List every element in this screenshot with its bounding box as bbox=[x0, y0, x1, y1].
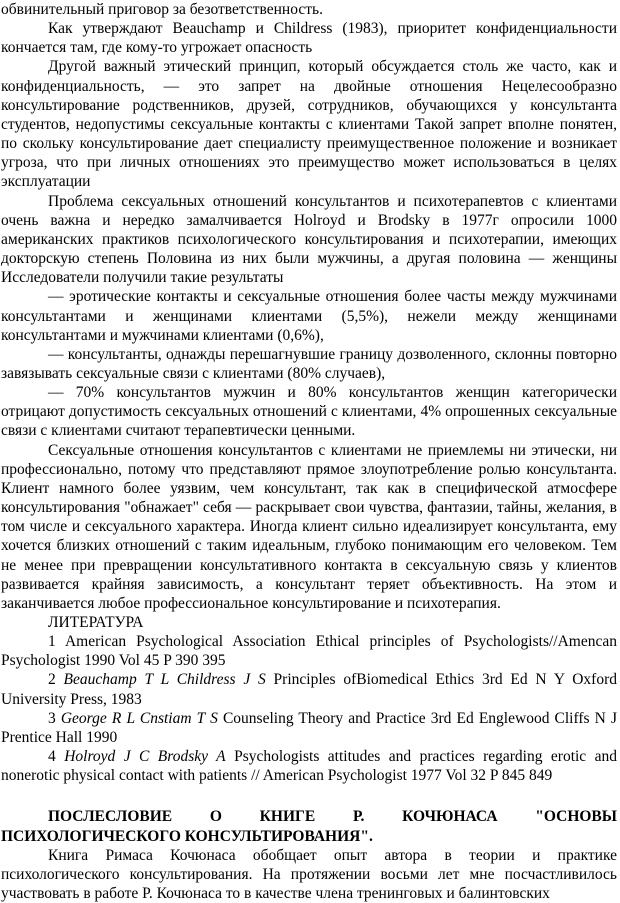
reference-authors: George R L Cnstiam T S bbox=[60, 709, 218, 727]
reference-item-4 bbox=[1, 747, 617, 785]
reference-item-2 bbox=[1, 670, 617, 708]
reference-number: 3 bbox=[48, 709, 56, 727]
paragraph-ethics: Сексуальные отношения консультантов с клиентами не приемлемы ни этически, ни профессионально, потому что представляют прямое злоупотребление ролью консультанта. Клиент намного более уязвим, чем консультант, так как в специфической атмосфере консультирования "обнажает" себя — раскрывает свои чувства, фантазии, тайны, желания, в том числе и сексуального характера. Иногда клиент сильно идеализирует консультанта, ему хочется близких отношений с таким идеальным, глубоко понимающим его человеком. Тем не менее при превращении консультативного контакта в сексуальную связь у клиентов развивается крайняя зависимость, а консультант теряет объективность. На этом и заканчивается любое профессиональное консультирование и психотерапия. bbox=[1, 441, 617, 612]
afterword-heading: ПОСЛЕСЛОВИЕ О КНИГЕ Р. КОЧЮНАСА "ОСНОВЫ ПСИХОЛОГИЧЕСКОГО КОНСУЛЬТИРОВАНИЯ". bbox=[1, 808, 617, 845]
paragraph-afterword: Книга Римаса Кочюнаса обобщает опыт автора в теории и практике психологического консультирования. На протяжении восьми лет мне посчастливилось участвовать в работе Р. Кочюнаса то в качестве члена тренинговых и балинтовских bbox=[1, 846, 617, 903]
paragraph-beauchamp: Как утверждают Beauchamp и Childress (1983), приоритет конфиденциальности кончается там, где кому-то угрожает опасность bbox=[1, 20, 617, 57]
reference-details: Principles ofBiomedical Ethics 3rd Ed N Y Oxford University Press, 1983 bbox=[1, 671, 617, 708]
section-spacer bbox=[1, 785, 617, 807]
reference-authors: Holroyd J C Brodsky A bbox=[64, 748, 226, 766]
reference-authors: Beauchamp T L Childress J S bbox=[63, 671, 266, 689]
paragraph-result-2: — консультанты, однажды перешагнувшие границу дозволенного, склонны повторно завязывать сексуальные связи с клиентами (80% случаев), bbox=[1, 345, 617, 382]
reference-item-1: 1 American Psychological Association Ethical principles of Psychologists//Amencan Psychologist 1990 Vol 45 P 390 395 bbox=[1, 633, 617, 670]
paragraph-dual-relations: Другой важный этический принцип, который обсуждается столь же часто, как и конфиденциальность, — это запрет на двойные отношения Нецелесообразно консультирование родственников, друзей, сотрудников, обучающихся у консультанта студентов, недопустимы сексуальные контакты с клиентами Такой запрет вполне понятен, по скольку консультирование дает специалисту преимущественное положение и возникает угроза, что при личных отношениях это преимущество может использоваться в целях эксплуатации bbox=[1, 58, 617, 191]
references-title: ЛИТЕРАТУРА bbox=[48, 614, 144, 631]
paragraph-sexual-relations-problem: Проблема сексуальных отношений консультантов и психотерапевтов с клиентами очень важна и нередко замалчивается Holroyd и Brodsky в 1977г опросили 1000 американских практиков психологического консультирования и психотерапии, имеющих докторскую степень Половина из них были мужчины, а другая половина — женщины Исследователи получили такие результаты bbox=[1, 192, 617, 287]
reference-number: 2 bbox=[48, 671, 56, 689]
paragraph-continuation: обвинительный приговор за безответственность. bbox=[1, 1, 323, 18]
paragraph-result-1: — эротические контакты и сексуальные отношения более часты между мужчинами консультантами и женщинами клиентами (5,5%), нежели между женщинами консультантами и мужчинами клиентами (0,6%), bbox=[1, 288, 617, 344]
reference-details: Counseling Theory and Practice 3rd Ed Englewood Cliffs N J Prentice Hall 1990 bbox=[1, 709, 617, 746]
paragraph-result-3: — 70% консультантов мужчин и 80% консультантов женщин категорически отрицают допустимость сексуальных отношений с клиентами, 4% опрошенных сексуальные связи с клиентами считают терапевтически ценными. bbox=[1, 384, 617, 440]
reference-item-3 bbox=[1, 709, 617, 747]
reference-details: Psychologists attitudes and practices regarding erotic and nonerotic physical contact with patients // American Psychologist 1977 Vol 32 P 845 849 bbox=[1, 748, 617, 785]
reference-number: 4 bbox=[48, 748, 56, 766]
